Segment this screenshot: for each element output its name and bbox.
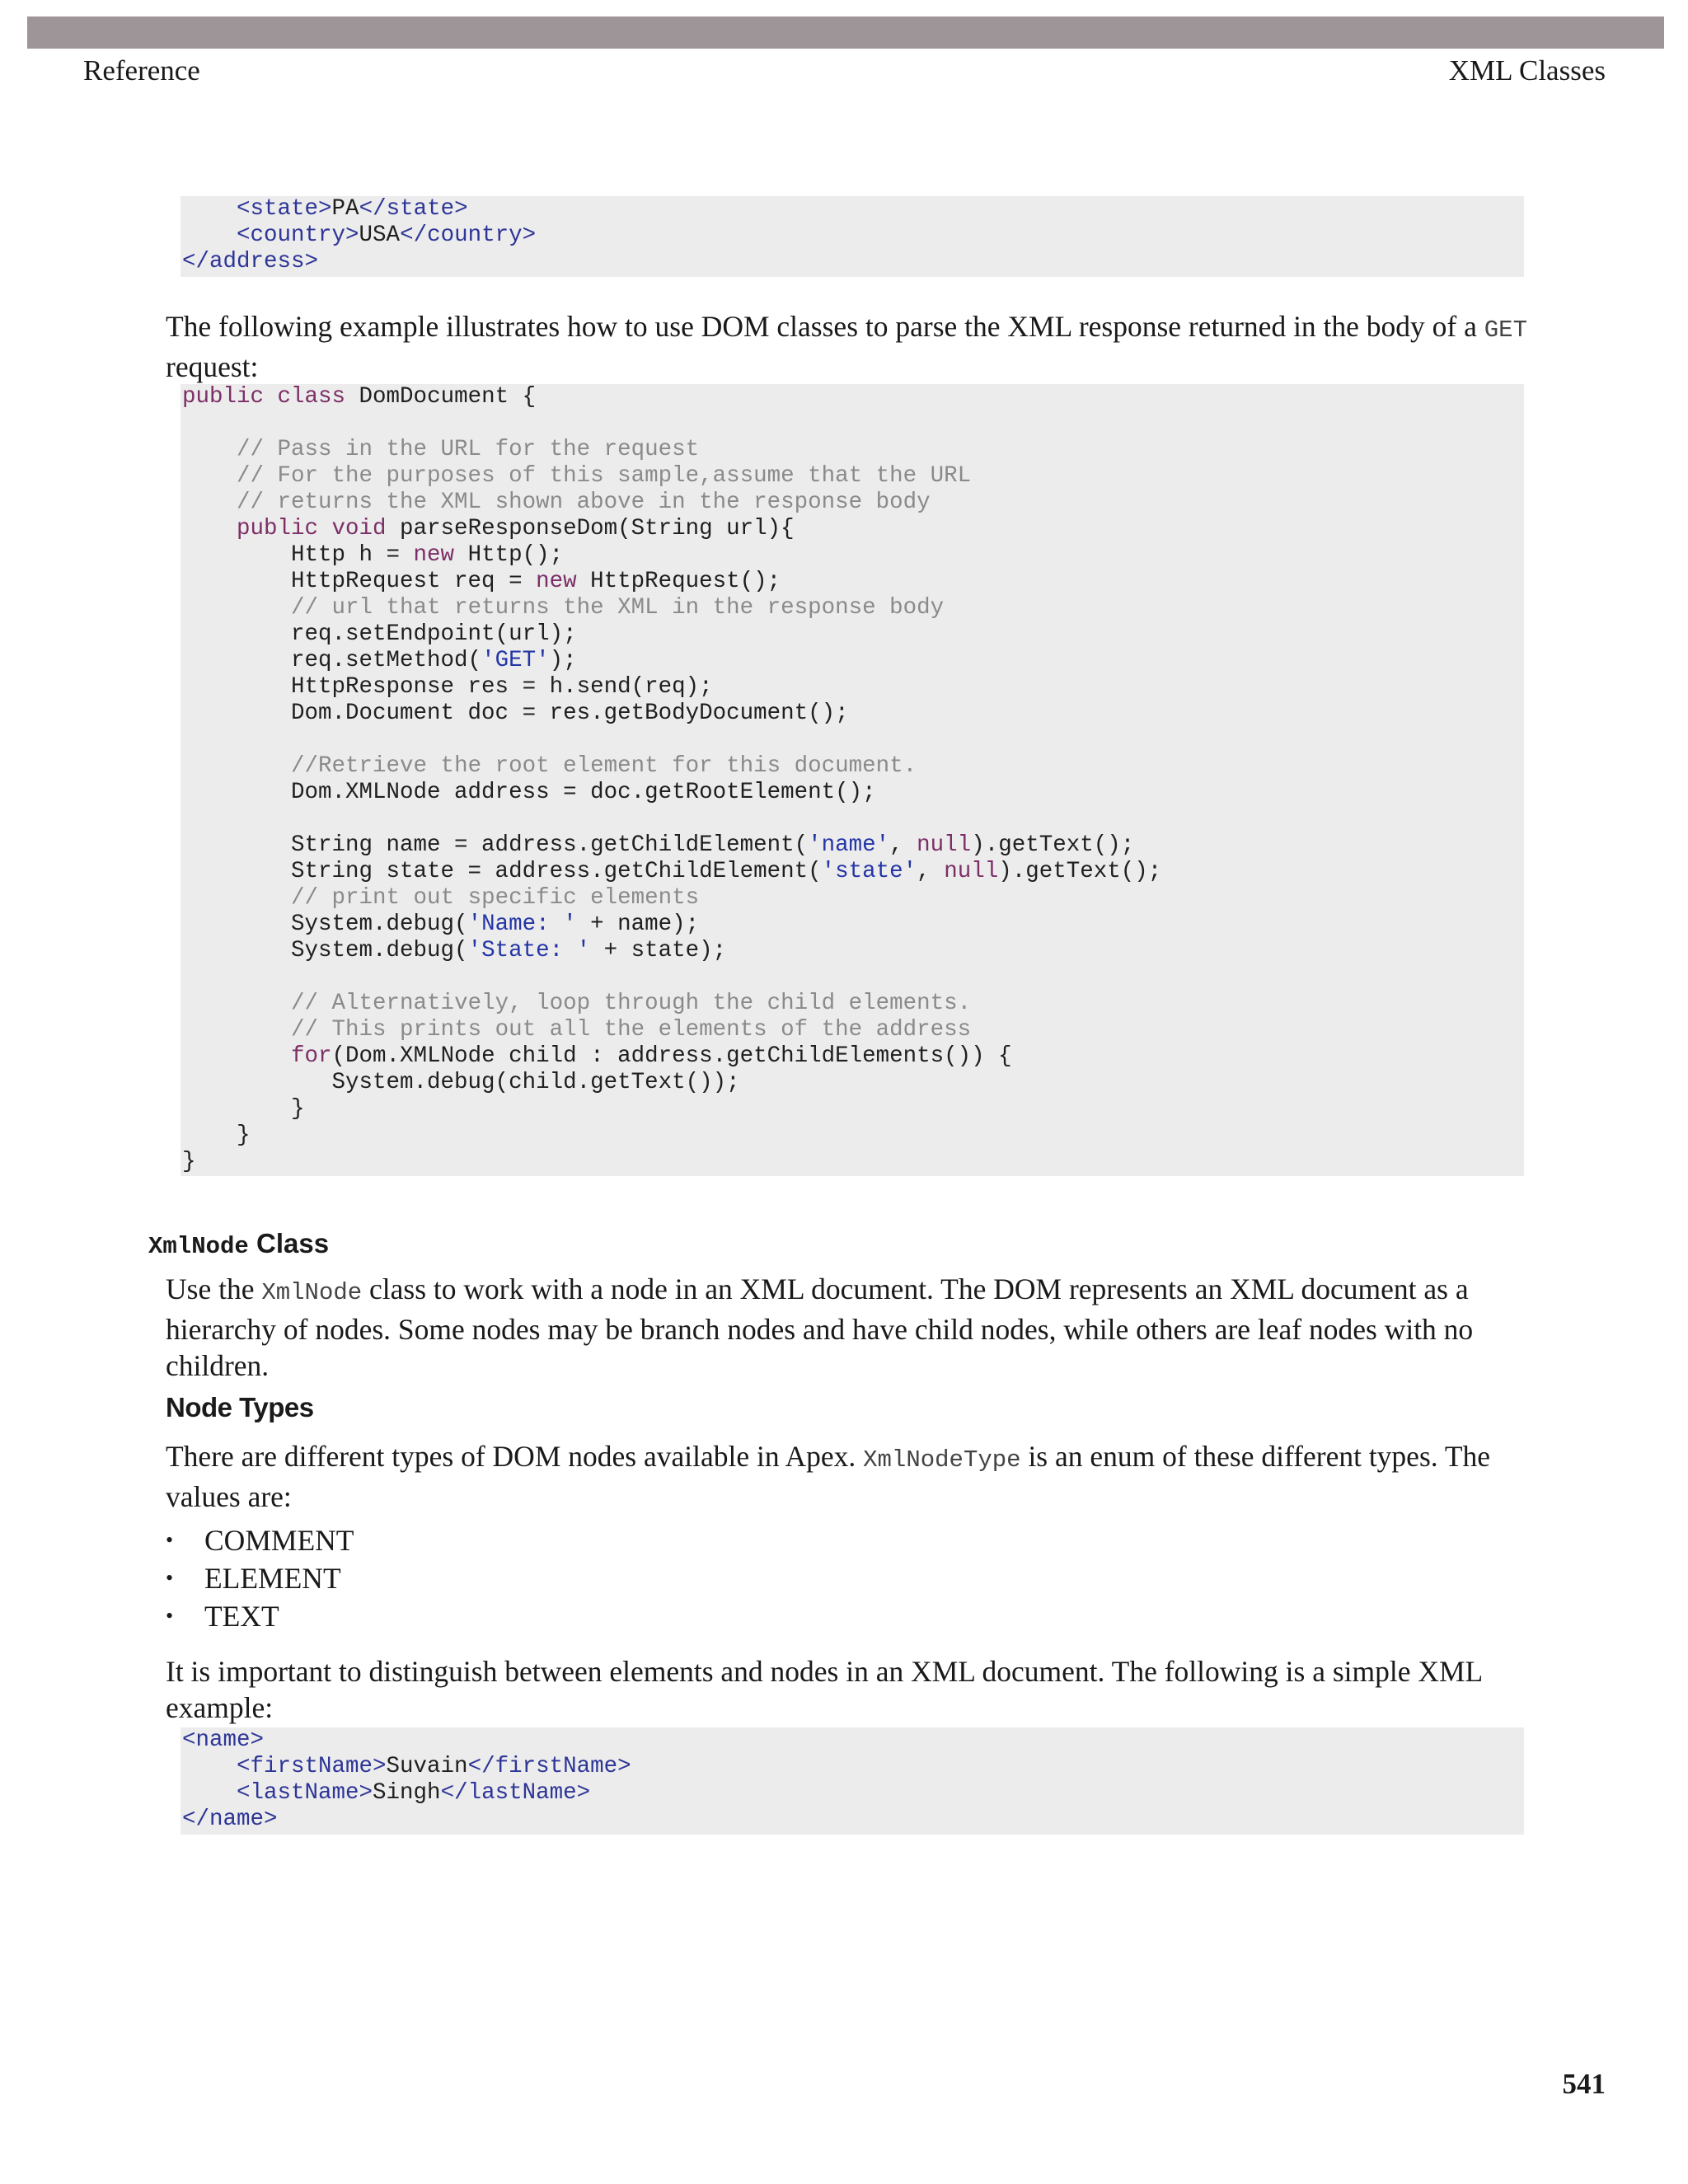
xmlnode-code: XmlNode	[261, 1279, 363, 1306]
code-line	[181, 648, 1524, 674]
code-token: //Retrieve the root element for this document.	[291, 753, 917, 779]
node-types-paragraph	[166, 1438, 1542, 1515]
code-token: // For the purposes of this sample,assume that the URL	[237, 463, 972, 489]
code-line	[181, 1780, 1524, 1807]
code-token: // returns the XML shown above in the response body	[237, 490, 931, 515]
section-heading-code: XmlNode	[148, 1233, 249, 1260]
running-header-section: Reference	[83, 54, 200, 87]
intro-paragraph	[166, 308, 1542, 385]
xmlnode-description-paragraph	[166, 1271, 1542, 1384]
code-token: null	[917, 832, 972, 858]
code-token: <country>	[237, 223, 359, 248]
code-token: <firstName>	[237, 1754, 387, 1779]
intro-text-before: The following example illustrates how to use DOM classes to parse the XML response returned in the body of a	[166, 310, 1484, 343]
code-token: Suvain	[386, 1754, 468, 1779]
code-token: // Pass in the URL for the request	[237, 437, 700, 462]
code-token	[182, 595, 291, 621]
code-token: // url that returns the XML in the response body	[291, 595, 945, 621]
code-token: </lastName>	[440, 1780, 591, 1806]
code-token: req.setEndpoint(url);	[182, 621, 577, 647]
code-token	[182, 885, 291, 911]
code-token: HttpRequest req =	[182, 569, 537, 594]
code-token: 'GET'	[481, 648, 550, 673]
code-token: HttpResponse res = h.send(req);	[182, 674, 713, 700]
code-line	[181, 410, 1524, 437]
code-token: ,	[889, 832, 917, 858]
code-token: + name);	[576, 912, 700, 937]
code-token: req.setMethod(	[182, 648, 482, 673]
code-token: }	[182, 1096, 305, 1122]
code-token: // print out specific elements	[291, 885, 700, 911]
code-token: // Alternatively, loop through the child elements.	[291, 991, 972, 1016]
code-line	[181, 1070, 1524, 1096]
xmlnode-text-after: class to work with a node in an XML document. The DOM represents an XML document as a hierarchy of nodes. Some nodes may be branch nodes and have child nodes, while others are leaf nodes with no children.	[166, 1272, 1474, 1382]
node-types-text-before: There are different types of DOM nodes available in Apex.	[166, 1440, 864, 1473]
code-token: (Dom.XMLNode child : address.getChildElements()) {	[331, 1043, 1012, 1069]
section-heading-text: Class	[248, 1228, 330, 1258]
subsection-heading-node-types: Node Types	[166, 1392, 314, 1422]
code-line	[181, 1807, 1524, 1833]
code-token: 'State: '	[467, 938, 591, 963]
code-token	[182, 753, 291, 779]
code-line	[181, 806, 1524, 832]
code-line	[181, 516, 1524, 542]
code-block-dom-document	[181, 384, 1524, 1176]
code-token	[182, 463, 237, 489]
code-token: <name>	[182, 1727, 265, 1753]
code-token: public void	[237, 516, 387, 541]
code-token: ).getText();	[998, 859, 1162, 884]
list-item	[166, 1559, 354, 1597]
code-token	[182, 437, 237, 462]
code-line	[181, 674, 1524, 701]
code-token: Dom.XMLNode address = doc.getRootElement();	[182, 780, 876, 805]
code-token	[182, 196, 237, 222]
code-token: 'Name: '	[467, 912, 577, 937]
code-token: parseResponseDom(String url){	[386, 516, 795, 541]
code-token: Dom.Document doc = res.getBodyDocument();	[182, 701, 849, 726]
code-line	[181, 701, 1524, 727]
code-token: }	[182, 1149, 196, 1174]
code-line	[181, 753, 1524, 780]
code-token: ).getText();	[971, 832, 1135, 858]
code-line	[181, 780, 1524, 806]
code-token: String name = address.getChildElement(	[182, 832, 809, 858]
code-token: <lastName>	[237, 1780, 373, 1806]
code-token: </state>	[359, 196, 468, 222]
node-types-text-after: is an enum of these different types. The values are:	[166, 1440, 1491, 1513]
code-line	[181, 1043, 1524, 1070]
code-token: for	[291, 1043, 332, 1069]
code-token: </firstName>	[467, 1754, 631, 1779]
code-line	[181, 196, 1524, 223]
intro-code-get: GET	[1484, 316, 1527, 344]
code-token	[182, 490, 237, 515]
header-bar	[27, 16, 1664, 49]
code-token: ,	[917, 859, 945, 884]
code-line	[181, 832, 1524, 859]
code-line	[181, 490, 1524, 516]
code-line	[181, 991, 1524, 1017]
code-token: Http();	[454, 542, 564, 568]
bullet-icon: •	[166, 1604, 174, 1628]
xmlnode-text-before: Use the	[166, 1272, 262, 1305]
code-token	[182, 1043, 291, 1069]
code-token: HttpRequest();	[576, 569, 781, 594]
code-token	[182, 516, 237, 541]
list-item-label: TEXT	[204, 1600, 279, 1633]
code-token	[182, 1780, 237, 1806]
list-item-label: ELEMENT	[204, 1562, 341, 1595]
code-token	[182, 991, 291, 1016]
code-token: new	[413, 542, 455, 568]
code-token	[182, 223, 237, 248]
node-types-code: XmlNodeType	[863, 1446, 1021, 1474]
section-heading-xmlnode-class	[148, 1226, 329, 1264]
code-token: </address>	[182, 249, 319, 274]
code-token: </country>	[400, 223, 537, 248]
code-token: </name>	[182, 1807, 278, 1832]
code-token: System.debug(	[182, 938, 468, 963]
code-token	[182, 1754, 237, 1779]
code-token: String state = address.getChildElement(	[182, 859, 822, 884]
distinguish-paragraph: It is important to distinguish between elements and nodes in an XML document. The following is a simple XML example:	[166, 1655, 1482, 1724]
code-token: public class	[182, 384, 346, 410]
list-item	[166, 1521, 354, 1559]
code-token: Singh	[373, 1780, 441, 1806]
code-line	[181, 384, 1524, 410]
code-line	[181, 621, 1524, 648]
code-token: <state>	[237, 196, 332, 222]
code-token: }	[182, 1122, 251, 1148]
code-line	[181, 938, 1524, 964]
code-token: DomDocument {	[345, 384, 537, 410]
code-token: PA	[331, 196, 359, 222]
code-line	[181, 912, 1524, 938]
bullet-icon: •	[166, 1528, 174, 1552]
code-token: 'name'	[808, 832, 890, 858]
code-block-name-example	[181, 1727, 1524, 1835]
code-line	[181, 223, 1524, 249]
code-line	[181, 964, 1524, 991]
intro-text-after: request:	[166, 350, 259, 383]
code-block-address-tail	[181, 196, 1524, 277]
code-token: System.debug(	[182, 912, 468, 937]
code-token	[182, 1017, 291, 1043]
code-token: USA	[359, 223, 401, 248]
page-number: 541	[1562, 2068, 1606, 2100]
code-line	[181, 569, 1524, 595]
code-token: new	[536, 569, 577, 594]
node-type-list	[166, 1521, 354, 1635]
code-line	[181, 249, 1524, 275]
code-token: );	[549, 648, 577, 673]
code-token: + state);	[590, 938, 727, 963]
code-token: null	[944, 859, 999, 884]
list-item-label: COMMENT	[204, 1524, 354, 1557]
code-line	[181, 542, 1524, 569]
code-line	[181, 437, 1524, 463]
code-line	[181, 1754, 1524, 1780]
code-line	[181, 595, 1524, 621]
code-line	[181, 1096, 1524, 1122]
code-token: // This prints out all the elements of the address	[291, 1017, 972, 1043]
code-line	[181, 859, 1524, 885]
code-line	[181, 1017, 1524, 1043]
bullet-icon: •	[166, 1566, 174, 1590]
code-line	[181, 1122, 1524, 1149]
code-token: 'state'	[821, 859, 917, 884]
code-token: System.debug(child.getText());	[182, 1070, 740, 1095]
code-line	[181, 463, 1524, 490]
code-line	[181, 1149, 1524, 1175]
code-line	[181, 885, 1524, 912]
code-token: Http h =	[182, 542, 414, 568]
code-line	[181, 1727, 1524, 1754]
running-header-chapter: XML Classes	[1448, 54, 1606, 87]
list-item	[166, 1597, 354, 1635]
code-line	[181, 727, 1524, 753]
